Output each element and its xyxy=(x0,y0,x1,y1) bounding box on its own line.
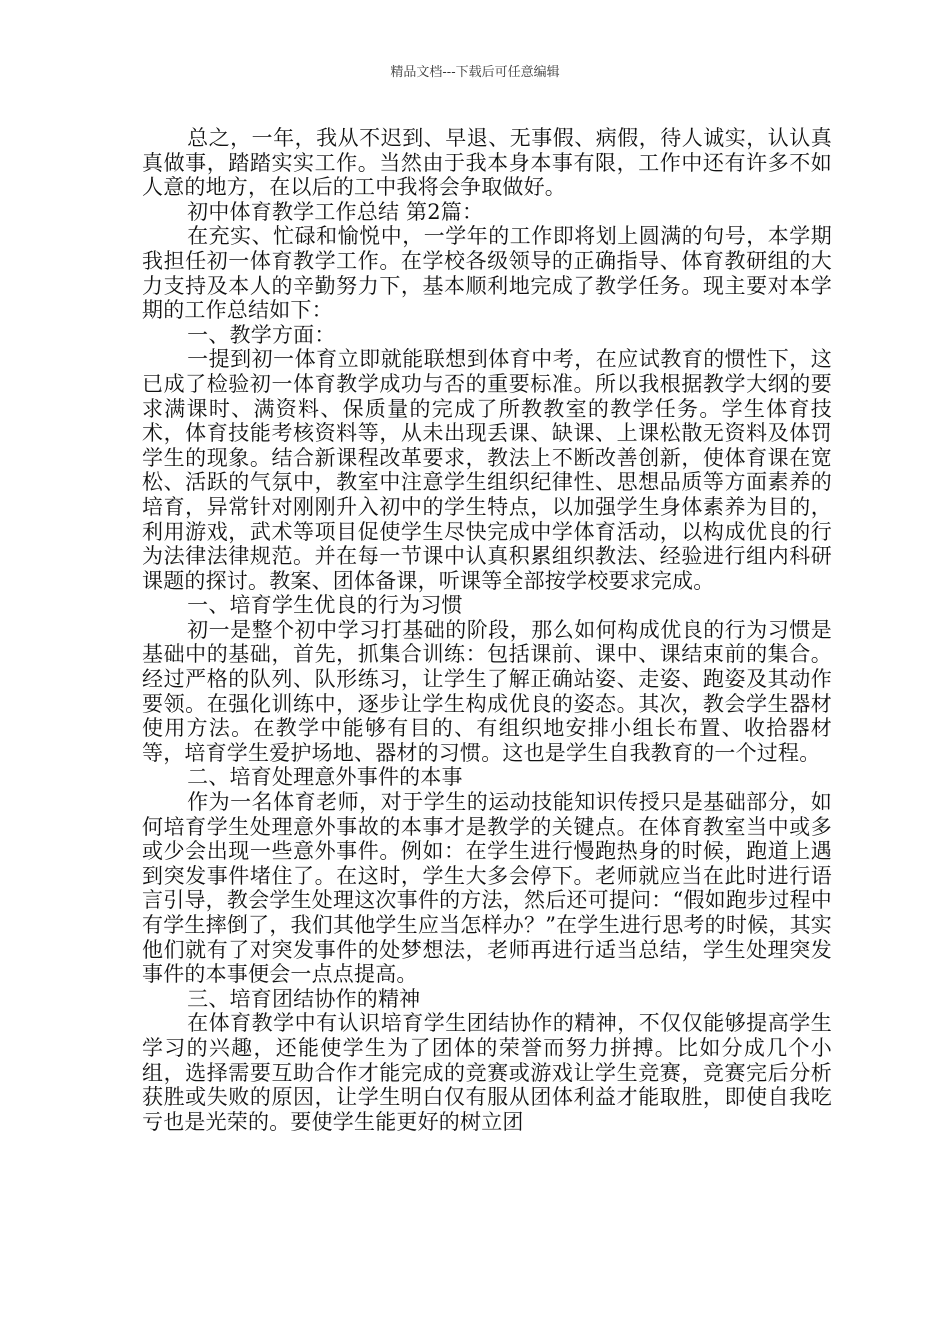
paragraph-summary: 总之，一年，我从不迟到、早退、无事假、病假，待人诚实，认认真真做事，踏踏实实工作。当然由于我本身本事有限，工作中还有许多不如人意的地方，在以后的工中我将会争取做好。 xyxy=(142,126,832,200)
paragraph-teaching: 一提到初一体育立即就能联想到体育中考，在应试教育的惯性下，这已成了检验初一体育教学成功与否的重要标准。所以我根据教学大纲的要求满课时、满资料、保质量的完成了所教教室的教学任务。学生体育技术，体育技能考核资料等，从未出现丢课、缺课、上课松散无资料及体罚学生的现象。结合新课程改革要求，教法上不断改善创新，使体育课在宽松、活跃的气氛中，教室中注意学生组织纪律性、思想品质等方面素养的培育，异常针对刚刚升入初中的学生特点，以加强学生身体素养为目的，利用游戏，武术等项目促使学生尽快完成中学体育活动，以构成优良的行为法律法律规范。并在每一节课中认真积累组织教法、经验进行组内科研课题的探讨。教案、团体备课，听课等全部按学校要求完成。 xyxy=(142,347,832,593)
heading-teamwork: 三、培育团结协作的精神 xyxy=(187,986,421,1011)
paragraph-accidents: 作为一名体育老师，对于学生的运动技能知识传授只是基础部分，如何培育学生处理意外事故的本事才是教学的关键点。在体育教室当中或多或少会出现一些意外事件。例如：在学生进行慢跑热身的时候，跑道上遇到突发事件堵住了。在这时，学生大多会停下。老师就应当在此时进行语言引导，教会学生处理这次事件的方法，然后还可提问：“假如跑步过程中有学生摔倒了，我们其他学生应当怎样办？”在学生进行思考的时候，其实他们就有了对突发事件的处梦想法，老师再进行适当总结，学生处理突发事件的本事便会一点点提高。 xyxy=(142,790,832,987)
paragraph-teamwork: 在体育教学中有认识培育学生团结协作的精神，不仅仅能够提高学生学习的兴趣，还能使学生为了团体的荣誉而努力拼搏。比如分成几个小组，选择需要互助合作才能完成的竞赛或游戏让学生竞赛，竞赛完后分析获胜或失败的原因，让学生明白仅有服从团体利益才能取胜，即使自我吃亏也是光荣的。要使学生能更好的树立团 xyxy=(142,1011,832,1134)
section-title: 初中体育教学工作总结 第2篇： xyxy=(187,199,484,224)
paragraph-intro: 在充实、忙碌和愉悦中，一学年的工作即将划上圆满的句号，本学期我担任初一体育教学工作。在学校各级领导的正确指导、体育教研组的大力支持及本人的辛勤努力下，基本顺利地完成了教学任务。现主要对本学期的工作总结如下： xyxy=(142,224,832,323)
paragraph-habits: 初一是整个初中学习打基础的阶段，那么如何构成优良的行为习惯是基础中的基础，首先，抓集合训练：包括课前、课中、课结束前的集合。经过严格的队列、队形练习，让学生了解正确站姿、走姿、跑姿及其动作要领。在强化训练中，逐步让学生构成优良的姿态。其次，教会学生器材使用方法。在教学中能够有目的、有组织地安排小组长布置、收拾器材等，培育学生爱护场地、器材的习惯。这也是学生自我教育的一个过程。 xyxy=(142,617,832,765)
page-header: 精品文档---下载后可任意编辑 xyxy=(390,65,560,80)
document-body xyxy=(142,126,832,1134)
heading-teaching: 一、教学方面： xyxy=(187,322,336,347)
heading-accidents: 二、培育处理意外事件的本事 xyxy=(187,765,463,790)
heading-habits: 一、培育学生优良的行为习惯 xyxy=(187,593,463,618)
